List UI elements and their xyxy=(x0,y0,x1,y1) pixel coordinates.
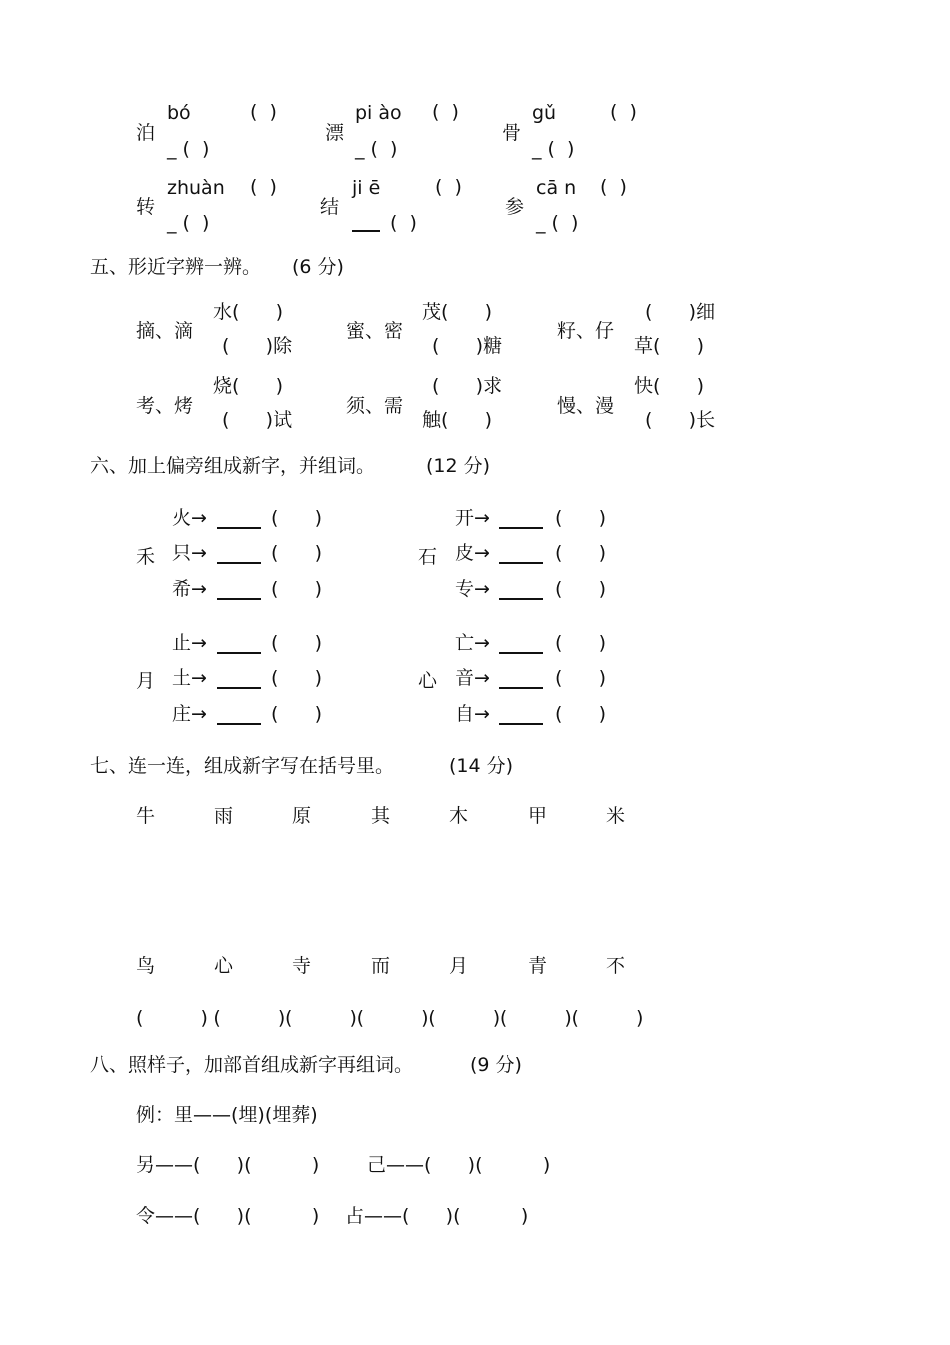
new-char-blank[interactable] xyxy=(217,652,261,654)
word-paren[interactable]: ( ) xyxy=(555,632,607,654)
exercise-item[interactable]: 令——( )( ) xyxy=(136,1205,320,1227)
fill-line-1[interactable]: 快( ) xyxy=(634,375,705,397)
character: 参 xyxy=(505,196,525,218)
match-char-top[interactable]: 牛 xyxy=(136,805,156,827)
new-char-blank[interactable] xyxy=(499,527,543,529)
answer-paren[interactable]: ( ) xyxy=(250,101,277,123)
new-char-blank[interactable] xyxy=(499,687,543,689)
base-char: 庄→ xyxy=(172,703,207,725)
match-char-bottom[interactable]: 而 xyxy=(371,955,391,977)
fill-line-1[interactable]: 水( ) xyxy=(213,301,284,323)
fill-line-1[interactable]: 茂( ) xyxy=(422,301,493,323)
match-char-top[interactable]: 雨 xyxy=(214,805,234,827)
example-line: 例：里——(埋)(埋葬) xyxy=(136,1104,318,1126)
pinyin: gǔ xyxy=(532,102,557,124)
character-pair: 慢、漫 xyxy=(557,395,615,417)
word-paren[interactable]: ( ) xyxy=(555,578,607,600)
answer-blank[interactable]: ( ) xyxy=(390,212,417,234)
match-char-top[interactable]: 原 xyxy=(292,805,312,827)
word-paren[interactable]: ( ) xyxy=(271,542,323,564)
answer-paren[interactable]: ( ) xyxy=(610,101,637,123)
match-char-top[interactable]: 甲 xyxy=(528,805,548,827)
character: 转 xyxy=(136,196,156,218)
answer-paren[interactable]: ( ) xyxy=(600,176,627,198)
fill-line-2[interactable]: ( )试 xyxy=(222,409,293,431)
fill-line-2[interactable]: 草( ) xyxy=(634,335,705,357)
base-char: 皮→ xyxy=(455,542,490,564)
new-char-blank[interactable] xyxy=(499,598,543,600)
answer-paren[interactable]: ( ) xyxy=(432,101,459,123)
fill-line-1[interactable]: ( )求 xyxy=(432,375,503,397)
answer-paren[interactable]: ( ) xyxy=(435,176,462,198)
answer-blank[interactable]: _ ( ) xyxy=(167,138,210,160)
section-score: (14 分) xyxy=(449,755,514,777)
match-char-top[interactable]: 其 xyxy=(371,805,391,827)
new-char-blank[interactable] xyxy=(217,687,261,689)
base-char: 专→ xyxy=(455,578,490,600)
word-paren[interactable]: ( ) xyxy=(271,507,323,529)
section-score: (9 分) xyxy=(470,1054,522,1076)
base-char: 土→ xyxy=(172,667,207,689)
fill-line-2[interactable]: 触( ) xyxy=(422,409,493,431)
new-char-blank[interactable] xyxy=(499,652,543,654)
character: 漂 xyxy=(325,122,345,144)
answer-blank[interactable]: _ ( ) xyxy=(355,138,398,160)
answer-paren[interactable]: ( ) xyxy=(250,176,277,198)
section-title: 八、照样子，加部首组成新字再组词。 xyxy=(90,1054,414,1076)
base-char: 自→ xyxy=(455,703,490,725)
radical: 心 xyxy=(418,670,438,692)
answer-parens-row[interactable]: ( ) ( )( )( )( )( )( ) xyxy=(136,1007,644,1029)
match-char-bottom[interactable]: 鸟 xyxy=(136,955,156,977)
section-title: 五、形近字辨一辨。 xyxy=(90,256,262,278)
pinyin: zhuàn xyxy=(167,177,225,199)
exercise-item[interactable]: 另——( )( ) xyxy=(136,1154,320,1176)
base-char: 音→ xyxy=(455,667,490,689)
exercise-item[interactable]: 己——( )( ) xyxy=(367,1154,551,1176)
match-char-top[interactable]: 木 xyxy=(449,805,469,827)
new-char-blank[interactable] xyxy=(217,562,261,564)
new-char-blank[interactable] xyxy=(499,562,543,564)
section-title: 七、连一连，组成新字写在括号里。 xyxy=(90,755,395,777)
character-pair: 摘、滴 xyxy=(136,320,194,342)
character-pair: 须、需 xyxy=(346,395,404,417)
radical: 月 xyxy=(136,670,156,692)
section-title: 六、加上偏旁组成新字，并组词。 xyxy=(90,455,376,477)
word-paren[interactable]: ( ) xyxy=(271,667,323,689)
answer-line[interactable] xyxy=(352,230,380,232)
new-char-blank[interactable] xyxy=(217,598,261,600)
section-score: (12 分) xyxy=(426,455,491,477)
answer-blank[interactable]: _ ( ) xyxy=(532,138,575,160)
radical: 禾 xyxy=(136,546,156,568)
pinyin: cā n xyxy=(536,177,577,199)
word-paren[interactable]: ( ) xyxy=(271,703,323,725)
pinyin: bó xyxy=(167,102,191,124)
base-char: 只→ xyxy=(172,542,207,564)
fill-line-2[interactable]: ( )除 xyxy=(222,335,293,357)
section-score: (6 分) xyxy=(292,256,344,278)
word-paren[interactable]: ( ) xyxy=(271,578,323,600)
answer-blank[interactable]: _ ( ) xyxy=(536,212,579,234)
match-char-bottom[interactable]: 寺 xyxy=(292,955,312,977)
match-char-bottom[interactable]: 青 xyxy=(528,955,548,977)
fill-line-1[interactable]: 烧( ) xyxy=(213,375,284,397)
new-char-blank[interactable] xyxy=(499,723,543,725)
word-paren[interactable]: ( ) xyxy=(271,632,323,654)
base-char: 火→ xyxy=(172,507,207,529)
word-paren[interactable]: ( ) xyxy=(555,667,607,689)
character-pair: 籽、仔 xyxy=(557,320,615,342)
exercise-item[interactable]: 占——( )( ) xyxy=(345,1205,529,1227)
fill-line-2[interactable]: ( )长 xyxy=(645,409,716,431)
new-char-blank[interactable] xyxy=(217,527,261,529)
match-char-bottom[interactable]: 心 xyxy=(214,955,234,977)
fill-line-1[interactable]: ( )细 xyxy=(645,301,716,323)
base-char: 开→ xyxy=(455,507,490,529)
base-char: 止→ xyxy=(172,632,207,654)
word-paren[interactable]: ( ) xyxy=(555,507,607,529)
match-char-bottom[interactable]: 月 xyxy=(449,955,469,977)
base-char: 亡→ xyxy=(455,632,490,654)
pinyin: ji ē xyxy=(352,177,381,199)
answer-blank[interactable]: _ ( ) xyxy=(167,212,210,234)
character: 结 xyxy=(320,196,340,218)
radical: 石 xyxy=(418,546,438,568)
character: 骨 xyxy=(502,122,522,144)
base-char: 希→ xyxy=(172,578,207,600)
match-char-top[interactable]: 米 xyxy=(606,805,626,827)
word-paren[interactable]: ( ) xyxy=(555,703,607,725)
match-char-bottom[interactable]: 不 xyxy=(606,955,626,977)
character-pair: 蜜、密 xyxy=(346,320,404,342)
character-pair: 考、烤 xyxy=(136,395,194,417)
fill-line-2[interactable]: ( )糖 xyxy=(432,335,503,357)
new-char-blank[interactable] xyxy=(217,723,261,725)
word-paren[interactable]: ( ) xyxy=(555,542,607,564)
pinyin: pi ào xyxy=(355,102,402,124)
character: 泊 xyxy=(136,122,156,144)
